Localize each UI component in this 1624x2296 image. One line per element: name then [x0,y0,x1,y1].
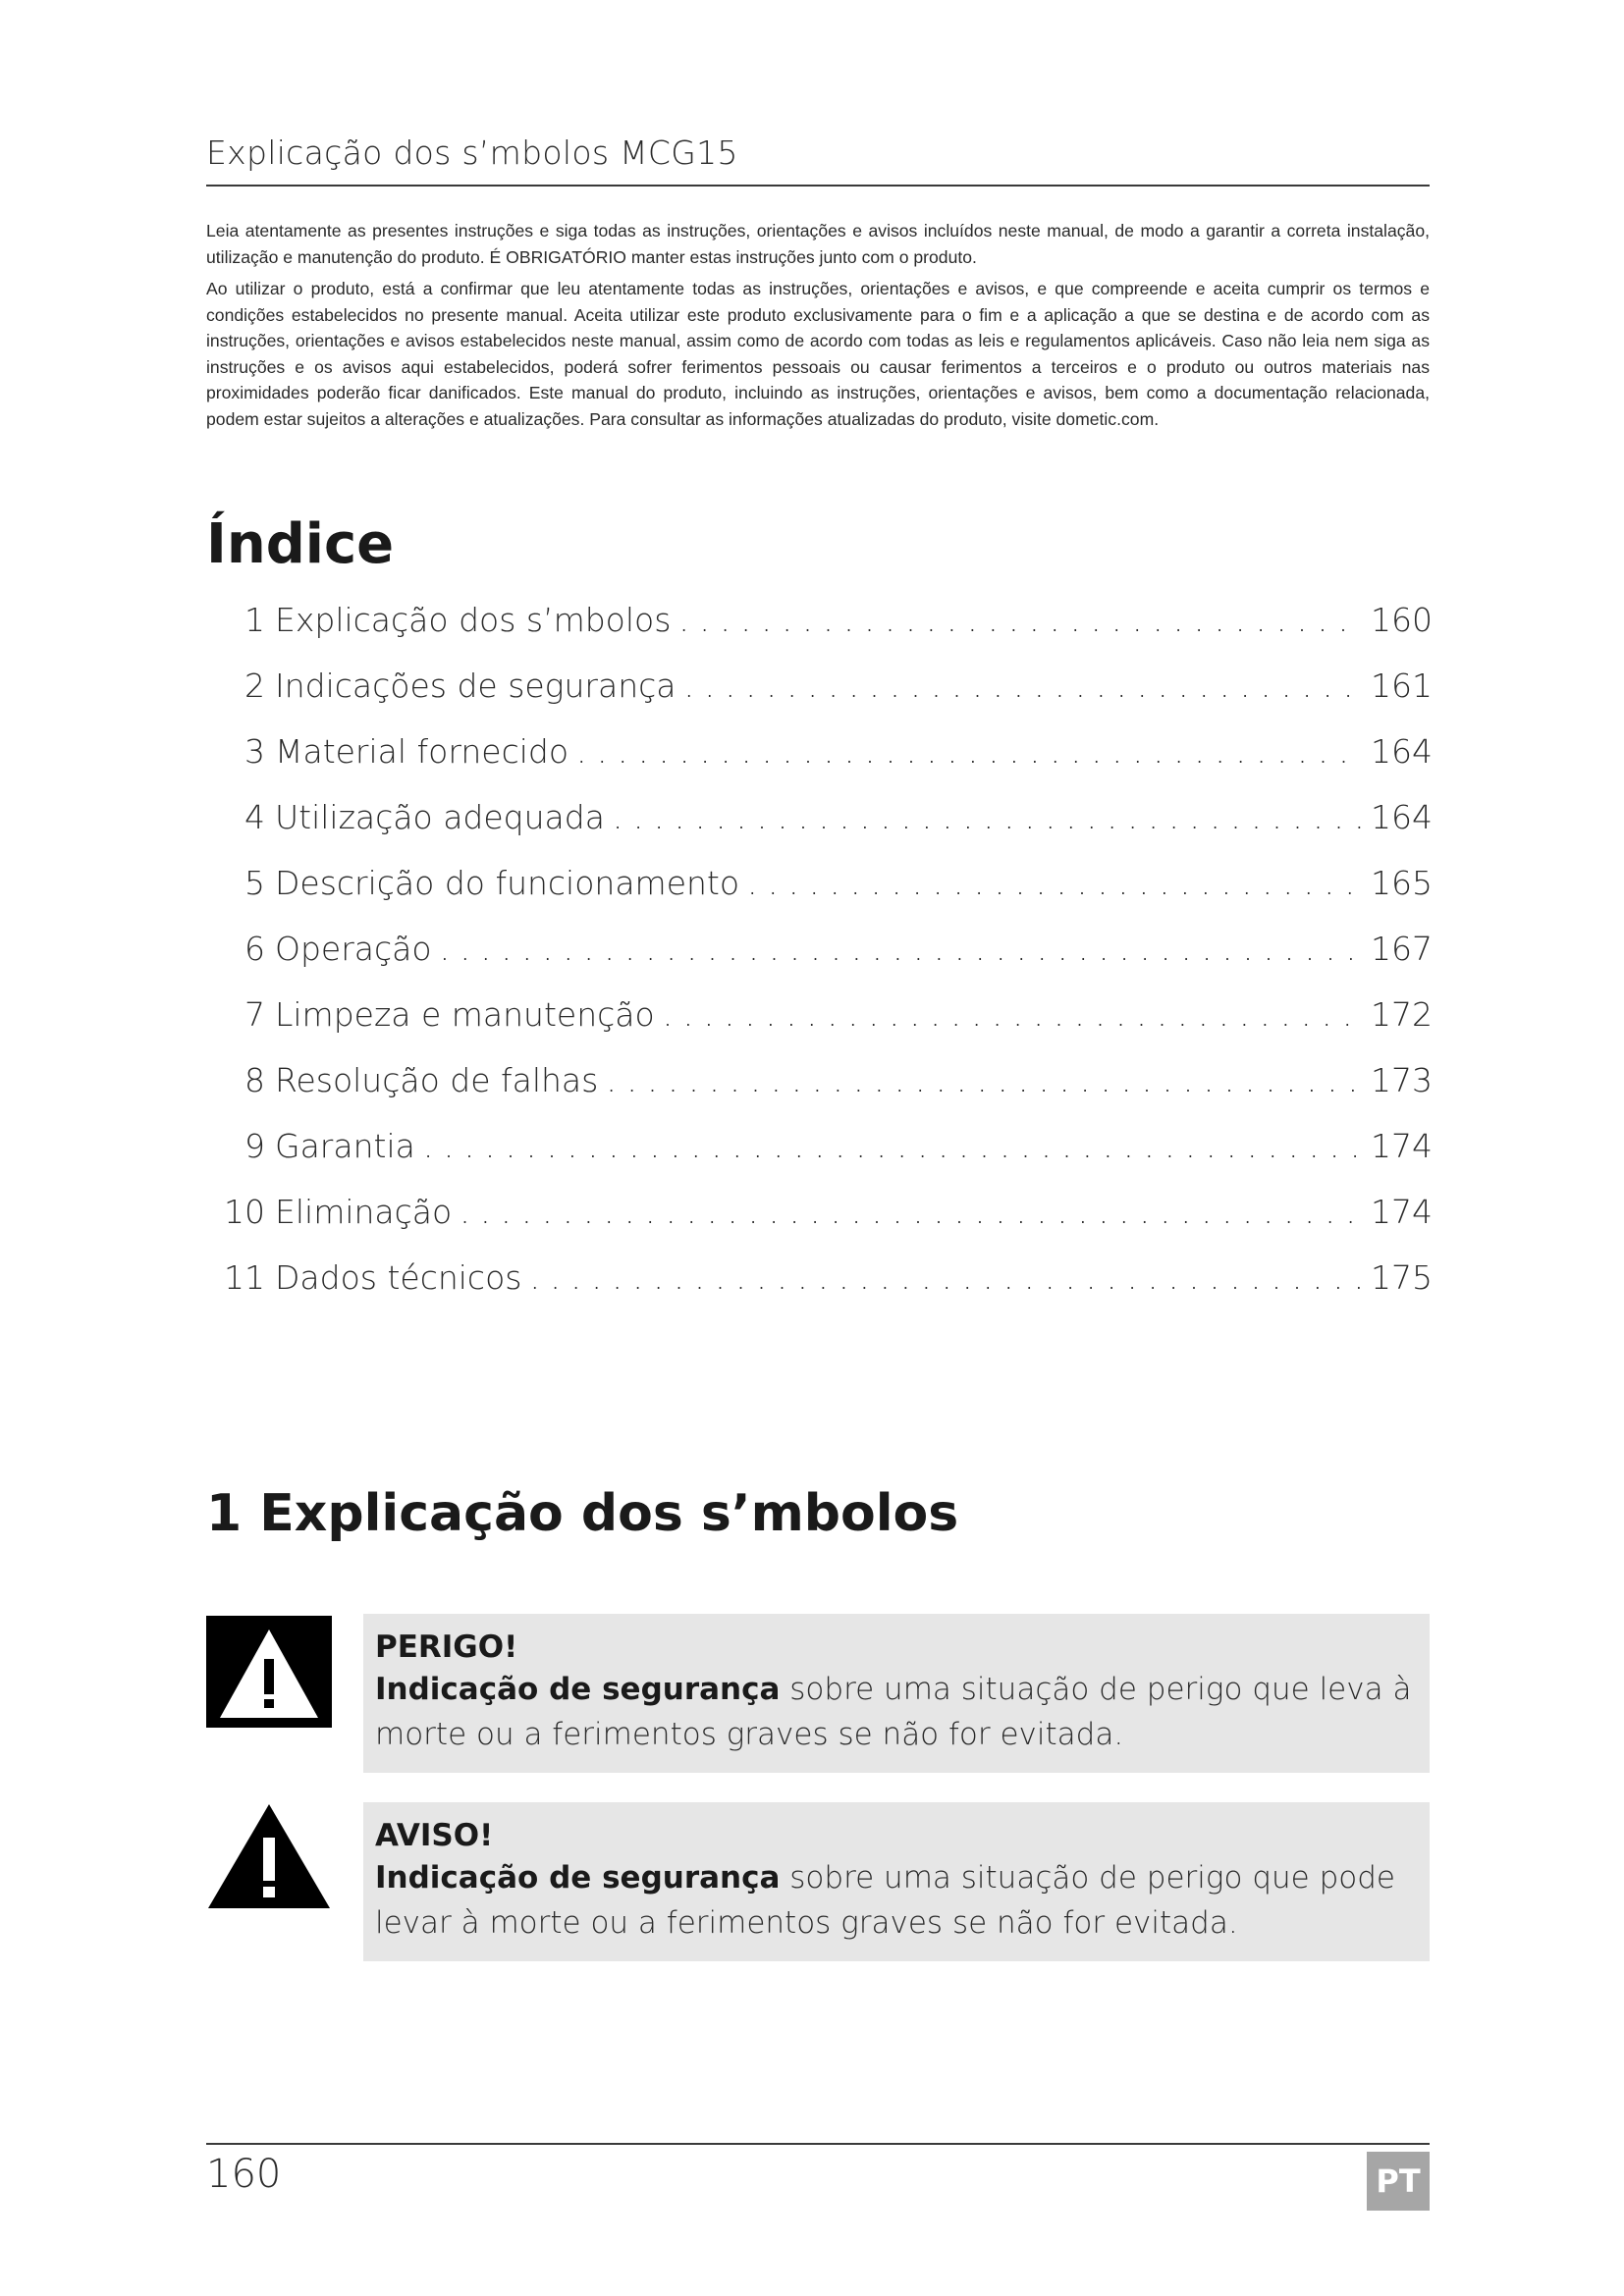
toc-entry-title: Eliminação [275,1193,453,1231]
toc-dot-leader [460,1193,1363,1231]
index-title: Índice [206,512,395,576]
toc-entry-title: Material fornecido [275,732,569,771]
toc-dot-leader [663,995,1363,1034]
toc-entry-number: 6 [244,930,265,968]
toc-entry-number: 5 [244,864,265,902]
toc-entry[interactable] [222,732,1433,798]
toc-entry[interactable] [222,1127,1433,1193]
toc-entry-page: 164 [1371,732,1433,771]
toc-entry-page: 161 [1371,667,1433,705]
warning-notice-body: sobre uma situação de perigo que pode levar à morte ou a ferimentos graves se não for evitada. [375,1860,1395,1941]
intro-text [206,218,1430,438]
toc-entry-page: 164 [1371,798,1433,836]
toc-entry-number: 8 [244,1061,265,1099]
toc-entry[interactable] [222,798,1433,864]
toc-dot-leader [576,732,1363,771]
toc-entry-number: 10 [224,1193,265,1231]
toc-entry-number: 1 [244,601,265,639]
toc-entry[interactable] [222,995,1433,1061]
toc-entry-number: 3 [244,732,265,771]
section-title: 1 Explicação dos s’mbolos [206,1484,959,1543]
toc-dot-leader [440,930,1363,968]
toc-entry-title: Dados técnicos [275,1258,522,1297]
toc-entry[interactable] [222,667,1433,732]
toc-dot-leader [683,667,1363,705]
danger-notice-label: PERIGO! [375,1629,518,1665]
footer-divider [206,2143,1430,2145]
language-badge: PT [1367,2152,1430,2211]
toc-dot-leader [529,1258,1363,1297]
toc-entry-title: Utilização adequada [275,798,605,836]
running-header: Explicação dos s’mbolos MCG15 [206,133,738,172]
danger-warning-icon [206,1616,332,1728]
toc-entry-title: Operação [275,930,432,968]
toc-dot-leader [747,864,1363,902]
toc-entry-title: Descrição do funcionamento [275,864,740,902]
toc-dot-leader [678,601,1363,639]
toc-entry-number: 11 [224,1258,265,1297]
intro-paragraph-2: Ao utilizar o produto, está a confirmar que leu atentamente todas as instruções, orientações e avisos, e que compreende e aceita cumprir os termos e condições estabelecidos no presente manual. Aceita utilizar este produto exclusivamente para o fim e a aplicação a que se destina e de acordo com as instruções, orientações e avisos estabelecidos neste manual, assim como de acordo com todas as leis e regulamentos aplicáveis. Caso não leia nem siga as instruções e os avisos aqui estabelecidos, poderá sofrer ferimentos pessoais ou causar ferimentos a terceiros e o produto ou outros materiais nas proximidades poderão ficar danificados. Este manual do produto, incluindo as instruções, orientações e avisos, bem como a documentação relacionada, podem estar sujeitos a alterações e atualizações. Para consultar as informações atualizadas do produto, visite dometic.com. [206,279,1430,429]
toc-entry-page: 173 [1371,1061,1433,1099]
toc-entry-number: 2 [244,667,265,705]
toc-entry[interactable] [222,1258,1433,1324]
warning-notice-bold: Indicação de segurança [375,1860,781,1896]
toc-entry-title: Indicações de segurança [275,667,677,705]
toc-entry[interactable] [222,1193,1433,1258]
toc-dot-leader [423,1127,1363,1165]
table-of-contents [222,601,1433,1324]
toc-dot-leader [613,798,1363,836]
toc-entry-title: Limpeza e manutenção [275,995,655,1034]
danger-notice-body: sobre uma situação de perigo que leva à morte ou a ferimentos graves se não for evitada. [375,1672,1412,1752]
header-divider [206,185,1430,187]
toc-entry-page: 167 [1371,930,1433,968]
danger-warning-icon-graphic [206,1616,332,1728]
toc-entry-title: Resolução de falhas [275,1061,599,1099]
toc-entry-page: 165 [1371,864,1433,902]
toc-entry-page: 174 [1371,1193,1433,1231]
toc-entry[interactable] [222,1061,1433,1127]
warning-notice [363,1802,1430,1961]
toc-entry-number: 9 [244,1127,265,1165]
page-number: 160 [206,2152,282,2197]
toc-entry-page: 160 [1371,601,1433,639]
toc-entry-title: Explicação dos s’mbolos [275,601,672,639]
warning-notice-label: AVISO! [375,1818,494,1853]
toc-dot-leader [606,1061,1363,1099]
toc-entry-number: 7 [244,995,265,1034]
toc-entry[interactable] [222,864,1433,930]
danger-notice [363,1614,1430,1773]
warning-triangle-icon [206,1802,332,1914]
toc-entry-title: Garantia [275,1127,415,1165]
toc-entry-page: 175 [1371,1258,1433,1297]
toc-entry-page: 174 [1371,1127,1433,1165]
toc-entry-number: 4 [244,798,265,836]
toc-entry-page: 172 [1371,995,1433,1034]
toc-entry[interactable] [222,930,1433,995]
warning-triangle-icon-graphic [206,1802,332,1914]
danger-notice-bold: Indicação de segurança [375,1672,781,1707]
toc-entry[interactable] [222,601,1433,667]
danger-notice-text [375,1667,1418,1757]
warning-notice-text [375,1855,1418,1946]
intro-paragraph-1: Leia atentamente as presentes instruções e siga todas as instruções, orientações e avisos incluídos neste manual, de modo a garantir a correta instalação, utilização e manutenção do produto. É OBRIGATÓRIO manter estas instruções junto com o produto. [206,221,1430,267]
